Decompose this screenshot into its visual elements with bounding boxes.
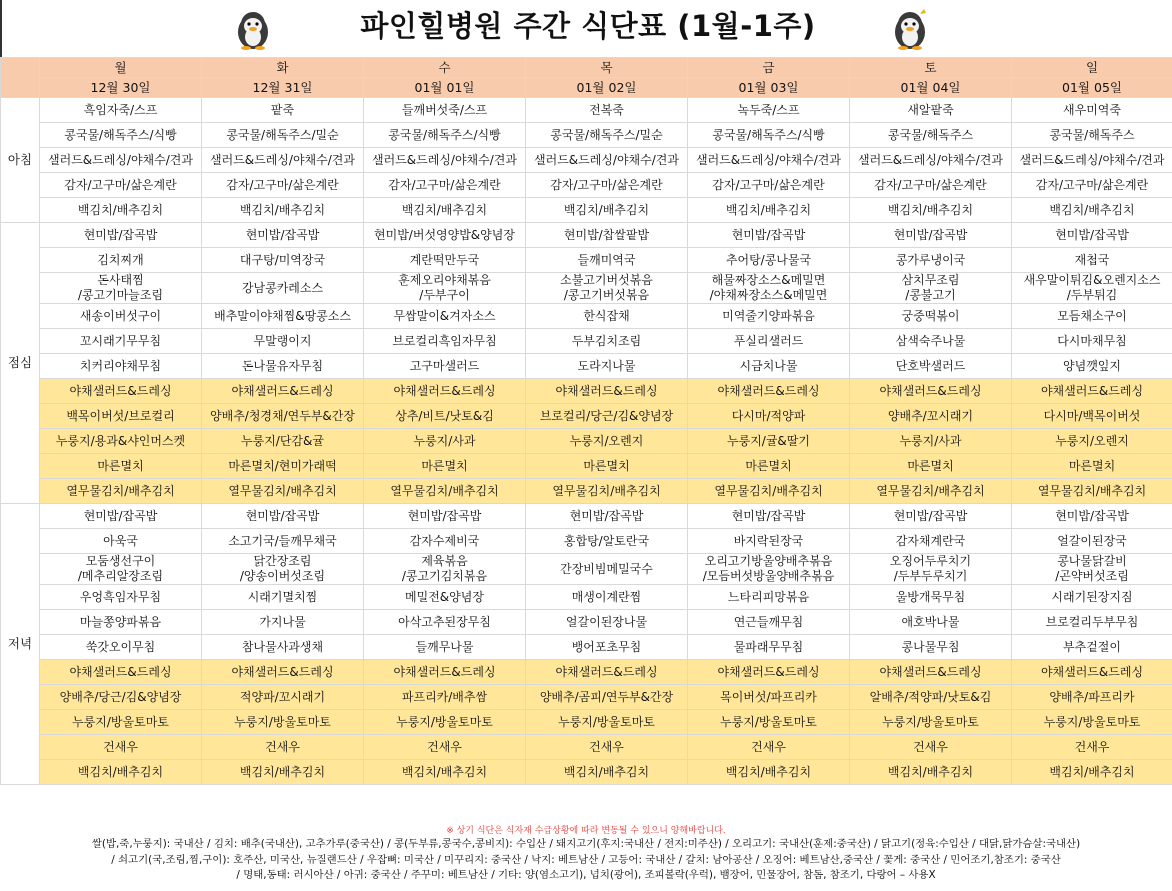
lunch-menu-item: 김치찌개	[40, 248, 202, 273]
lunch-menu-item: 야채샐러드&드레싱	[202, 379, 364, 404]
dinner-menu-item: 쑥갓오이무침	[40, 635, 202, 660]
lunch-menu-item: 재첩국	[1012, 248, 1172, 273]
dinner-menu-item: 건새우	[850, 735, 1012, 760]
lunch-menu-item: 돈나물유자무침	[202, 354, 364, 379]
lunch-menu-item: 현미밥/잡곡밥	[202, 223, 364, 248]
lunch-menu-item	[850, 273, 1012, 304]
lunch-menu-item: 열무물김치/배추김치	[688, 479, 850, 504]
lunch-menu-item: 다시마/적양파	[688, 404, 850, 429]
dinner-menu-item: 현미밥/잡곡밥	[40, 504, 202, 529]
lunch-menu-item: 열무물김치/배추김치	[1012, 479, 1172, 504]
lunch-menu-item: 야채샐러드&드레싱	[1012, 379, 1172, 404]
lunch-menu-item: 모듬채소구이	[1012, 304, 1172, 329]
lunch-menu-item: 새송이버섯구이	[40, 304, 202, 329]
lunch-menu-item: 열무물김치/배추김치	[526, 479, 688, 504]
dinner-menu-item: 현미밥/잡곡밥	[526, 504, 688, 529]
dinner-menu-item: 백김치/배추김치	[1012, 760, 1172, 785]
dinner-menu-item	[688, 554, 850, 585]
lunch-menu-item: 단호박샐러드	[850, 354, 1012, 379]
lunch-menu-item: 시금치나물	[688, 354, 850, 379]
lunch-menu-item: 현미밥/버섯영양밥&양념장	[364, 223, 526, 248]
breakfast-menu-item: 콩국물/해독주스/식빵	[40, 123, 202, 148]
lunch-menu-item: 야채샐러드&드레싱	[40, 379, 202, 404]
lunch-menu-item: 마른멸치	[688, 454, 850, 479]
dinner-menu-item: 누룽지/방울토마토	[1012, 710, 1172, 735]
dinner-menu-item: 메밀전&양념장	[364, 585, 526, 610]
breakfast-menu-item: 감자/고구마/삶은계란	[526, 173, 688, 198]
day-header: 월	[40, 58, 202, 78]
lunch-menu-item	[40, 273, 202, 304]
date-header: 12월 30일	[40, 78, 202, 98]
menu-item-line: 콩나물닭갈비	[1057, 554, 1127, 568]
menu-item-line: /두부구이	[419, 288, 470, 302]
dinner-menu-item: 누룽지/방울토마토	[688, 710, 850, 735]
lunch-menu-item: 푸실리샐러드	[688, 329, 850, 354]
breakfast-menu-item: 흑임자죽/스프	[40, 98, 202, 123]
lunch-menu-item: 상추/비트/낫토&김	[364, 404, 526, 429]
dinner-menu-item: 누룽지/방울토마토	[202, 710, 364, 735]
breakfast-menu-item: 샐러드&드레싱/야채수/견과	[850, 148, 1012, 173]
lunch-menu-item: 무쌈말이&겨자소스	[364, 304, 526, 329]
menu-item-line: /야채짜장소스&메밀면	[709, 288, 828, 302]
lunch-menu-item: 양배추/꼬시래기	[850, 404, 1012, 429]
menu-item-line: /콩불고기	[905, 288, 956, 302]
breakfast-menu-item: 콩국물/해독주스/밀순	[202, 123, 364, 148]
menu-item-line: 제육볶음	[421, 554, 468, 568]
dinner-menu-item: 건새우	[364, 735, 526, 760]
day-header: 토	[850, 58, 1012, 78]
breakfast-menu-item: 새알팥죽	[850, 98, 1012, 123]
breakfast-menu-item: 감자/고구마/삶은계란	[1012, 173, 1172, 198]
menu-item-line: 강남콩카레소스	[241, 280, 324, 295]
lunch-menu-item: 두부김치조림	[526, 329, 688, 354]
lunch-menu-item: 열무물김치/배추김치	[40, 479, 202, 504]
dinner-menu-item: 파프리카/배추쌈	[364, 685, 526, 710]
breakfast-menu-item: 백김치/배추김치	[40, 198, 202, 223]
dinner-menu-item: 소고기국/들깨무채국	[202, 529, 364, 554]
dinner-menu-item: 누룽지/방울토마토	[40, 710, 202, 735]
lunch-menu-item: 브로컬리/당근/김&양념장	[526, 404, 688, 429]
breakfast-menu-item: 백김치/배추김치	[688, 198, 850, 223]
lunch-menu-item: 마른멸치	[526, 454, 688, 479]
breakfast-menu-item: 감자/고구마/삶은계란	[202, 173, 364, 198]
day-header: 금	[688, 58, 850, 78]
menu-item-line: /콩고기버섯볶음	[563, 288, 650, 302]
lunch-menu-item: 열무물김치/배추김치	[850, 479, 1012, 504]
breakfast-menu-item: 백김치/배추김치	[526, 198, 688, 223]
breakfast-menu-item: 콩국물/해독주스/식빵	[688, 123, 850, 148]
breakfast-menu-item: 백김치/배추김치	[850, 198, 1012, 223]
lunch-menu-item: 야채샐러드&드레싱	[526, 379, 688, 404]
dinner-menu-item: 야채샐러드&드레싱	[688, 660, 850, 685]
lunch-menu-item: 누룽지/사과	[850, 429, 1012, 454]
dinner-menu-item: 누룽지/방울토마토	[850, 710, 1012, 735]
lunch-menu-item: 고구마샐러드	[364, 354, 526, 379]
notice-text: ※ 상기 식단은 식자재 수급상황에 따라 변동될 수 있으니 양해바랍니다.	[446, 826, 726, 836]
lunch-menu-item: 궁중떡볶이	[850, 304, 1012, 329]
header-corner	[1, 58, 40, 98]
menu-item-line: 새우말이튀김&오렌지소스	[1023, 273, 1161, 287]
dinner-menu-item: 홍합탕/알토란국	[526, 529, 688, 554]
dinner-menu-item: 들깨무나물	[364, 635, 526, 660]
menu-item-line: /곤약버섯조림	[1055, 569, 1129, 583]
lunch-menu-item: 배추말이야채찜&땅콩소스	[202, 304, 364, 329]
lunch-menu-item: 추어탕/콩나물국	[688, 248, 850, 273]
dinner-menu-item: 건새우	[40, 735, 202, 760]
lunch-menu-item: 백목이버섯/브로컬리	[40, 404, 202, 429]
lunch-menu-item: 양념깻잎지	[1012, 354, 1172, 379]
breakfast-menu-item: 샐러드&드레싱/야채수/견과	[1012, 148, 1172, 173]
dinner-menu-item: 야채샐러드&드레싱	[202, 660, 364, 685]
day-header: 목	[526, 58, 688, 78]
menu-item-line: 소불고기버섯볶음	[560, 273, 653, 287]
menu-item-line: /콩고기김치볶음	[401, 569, 488, 583]
dinner-menu-item: 현미밥/잡곡밥	[202, 504, 364, 529]
menu-item-line: 간장비빔메밀국수	[560, 561, 653, 576]
breakfast-menu-item: 샐러드&드레싱/야채수/견과	[202, 148, 364, 173]
page-title: 파인힐병원 주간 식단표 (1월-1주)	[360, 9, 816, 43]
dinner-menu-item: 아삭고추된장무침	[364, 610, 526, 635]
lunch-menu-item: 다시마/백목이버섯	[1012, 404, 1172, 429]
day-header: 일	[1012, 58, 1172, 78]
dinner-menu-item	[850, 554, 1012, 585]
dinner-menu-item: 가지나물	[202, 610, 364, 635]
lunch-menu-item: 마른멸치	[1012, 454, 1172, 479]
lunch-menu-item: 누룽지/단감&귤	[202, 429, 364, 454]
origin-line-3: / 명태,동태: 러시아산 / 아귀: 중국산 / 주꾸미: 베트남산 / 기타: 양(염소고기), 넙치(광어), 조피볼락(우럭), 뱀장어, 민물장어, 참돔, 참조기, 다랑어 – 사용X	[236, 869, 936, 881]
dinner-menu-item: 백김치/배추김치	[526, 760, 688, 785]
lunch-menu-item: 야채샐러드&드레싱	[364, 379, 526, 404]
lunch-menu-item: 삼색숙주나물	[850, 329, 1012, 354]
dinner-menu-item: 물파래무무침	[688, 635, 850, 660]
breakfast-menu-item: 샐러드&드레싱/야채수/견과	[364, 148, 526, 173]
lunch-menu-item: 들깨미역국	[526, 248, 688, 273]
dinner-menu-item: 백김치/배추김치	[40, 760, 202, 785]
breakfast-menu-item: 콩국물/해독주스/식빵	[364, 123, 526, 148]
lunch-menu-item: 현미밥/잡곡밥	[1012, 223, 1172, 248]
weekly-menu-table	[0, 57, 1172, 785]
lunch-menu-item	[688, 273, 850, 304]
lunch-menu-item: 한식잡채	[526, 304, 688, 329]
menu-item-line: 오징어두루치기	[889, 554, 972, 568]
lunch-menu-item: 누룽지/오렌지	[526, 429, 688, 454]
dinner-menu-item	[364, 554, 526, 585]
dinner-menu-item: 누룽지/방울토마토	[364, 710, 526, 735]
menu-item-line: 닭간장조림	[253, 554, 312, 568]
lunch-menu-item: 현미밥/잡곡밥	[688, 223, 850, 248]
dinner-menu-item: 목이버섯/파프리카	[688, 685, 850, 710]
day-header: 화	[202, 58, 364, 78]
lunch-menu-item: 양배추/청경채/연두부&간장	[202, 404, 364, 429]
lunch-menu-item: 도라지나물	[526, 354, 688, 379]
dinner-menu-item: 건새우	[526, 735, 688, 760]
dinner-menu-item: 현미밥/잡곡밥	[1012, 504, 1172, 529]
dinner-menu-item: 야채샐러드&드레싱	[850, 660, 1012, 685]
dinner-menu-item: 누룽지/방울토마토	[526, 710, 688, 735]
dinner-menu-item: 얼갈이된장나물	[526, 610, 688, 635]
breakfast-menu-item: 감자/고구마/삶은계란	[40, 173, 202, 198]
menu-item-line: 삼치무조림	[901, 273, 960, 287]
lunch-label: 점심	[1, 223, 40, 504]
dinner-menu-item	[1012, 554, 1172, 585]
dinner-menu-item: 얼갈이된장국	[1012, 529, 1172, 554]
breakfast-menu-item: 콩국물/해독주스	[1012, 123, 1172, 148]
lunch-menu-item: 치커리야채무침	[40, 354, 202, 379]
dinner-menu-item: 감자수제비국	[364, 529, 526, 554]
dinner-menu-item: 백김치/배추김치	[850, 760, 1012, 785]
menu-item-line: 모둠생선구이	[85, 554, 156, 568]
lunch-menu-item: 누룽지/귤&딸기	[688, 429, 850, 454]
lunch-menu-item: 누룽지/오렌지	[1012, 429, 1172, 454]
dinner-menu-item: 야채샐러드&드레싱	[364, 660, 526, 685]
lunch-menu-item: 꼬시래기무무침	[40, 329, 202, 354]
dinner-menu-item: 건새우	[1012, 735, 1172, 760]
lunch-menu-item	[364, 273, 526, 304]
lunch-menu-item: 브로컬리흑임자무침	[364, 329, 526, 354]
breakfast-menu-item: 녹두죽/스프	[688, 98, 850, 123]
lunch-menu-item: 마른멸치/현미가래떡	[202, 454, 364, 479]
dinner-menu-item: 야채샐러드&드레싱	[526, 660, 688, 685]
lunch-menu-item: 콩가루냉이국	[850, 248, 1012, 273]
dinner-menu-item: 마늘쫑양파볶음	[40, 610, 202, 635]
lunch-menu-item: 계란떡만두국	[364, 248, 526, 273]
title-bar	[0, 0, 1172, 57]
dinner-menu-item: 느타리피망볶음	[688, 585, 850, 610]
menu-item-line: /양송이버섯조림	[239, 569, 326, 583]
lunch-menu-item: 누룽지/사과	[364, 429, 526, 454]
dinner-menu-item: 건새우	[202, 735, 364, 760]
lunch-menu-item: 현미밥/잡곡밥	[40, 223, 202, 248]
origin-line-2: / 쇠고기(국,조림,찜,구이): 호주산, 미국산, 뉴질랜드산 / 우잡뼈: 미국산 / 미꾸리지: 중국산 / 낙지: 베트남산 / 고등어: 국내산 / 갈치: 남아공산 / 오징어: 베트남산,중국산 / 꽃게: 중국산 / 민어조기,참조기: 중국산	[111, 853, 1061, 866]
day-header: 수	[364, 58, 526, 78]
dinner-menu-item: 현미밥/잡곡밥	[850, 504, 1012, 529]
dinner-menu-item: 바지락된장국	[688, 529, 850, 554]
dinner-menu-item: 아욱국	[40, 529, 202, 554]
date-header: 01월 02일	[526, 78, 688, 98]
dinner-menu-item: 울방개묵무침	[850, 585, 1012, 610]
dinner-menu-item: 시래기멸치찜	[202, 585, 364, 610]
lunch-menu-item: 마른멸치	[364, 454, 526, 479]
menu-item-line: /모듬버섯방울양배추볶음	[702, 569, 835, 583]
date-header: 01월 05일	[1012, 78, 1172, 98]
dinner-menu-item: 양배추/당근/김&양념장	[40, 685, 202, 710]
lunch-menu-item	[202, 273, 364, 304]
dinner-menu-item: 연근들깨무침	[688, 610, 850, 635]
dinner-menu-item: 시래기된장지짐	[1012, 585, 1172, 610]
breakfast-menu-item: 감자/고구마/삶은계란	[688, 173, 850, 198]
dinner-menu-item: 매생이계란찜	[526, 585, 688, 610]
breakfast-menu-item: 백김치/배추김치	[202, 198, 364, 223]
lunch-menu-item: 무말랭이지	[202, 329, 364, 354]
lunch-menu-item: 대구탕/미역장국	[202, 248, 364, 273]
penguin-mascot-icon	[887, 4, 933, 50]
lunch-menu-item: 야채샐러드&드레싱	[688, 379, 850, 404]
menu-item-line: /콩고기마늘조림	[77, 288, 164, 302]
menu-item-line: 해물짜장소스&메밀면	[711, 273, 826, 287]
breakfast-menu-item: 백김치/배추김치	[1012, 198, 1172, 223]
lunch-menu-item: 현미밥/찹쌀팥밥	[526, 223, 688, 248]
dinner-menu-item	[202, 554, 364, 585]
breakfast-menu-item: 감자/고구마/삶은계란	[850, 173, 1012, 198]
date-header: 01월 03일	[688, 78, 850, 98]
dinner-menu-item: 현미밥/잡곡밥	[364, 504, 526, 529]
breakfast-menu-item: 새우미역죽	[1012, 98, 1172, 123]
dinner-menu-item: 애호박나물	[850, 610, 1012, 635]
lunch-menu-item: 야채샐러드&드레싱	[850, 379, 1012, 404]
dinner-menu-item: 야채샐러드&드레싱	[1012, 660, 1172, 685]
menu-item-line: 돈사태찜	[97, 273, 144, 287]
dinner-label: 저녁	[1, 504, 40, 785]
breakfast-menu-item: 백김치/배추김치	[364, 198, 526, 223]
dinner-menu-item: 브로컬리두부무침	[1012, 610, 1172, 635]
dinner-menu-item: 양배추/파프리카	[1012, 685, 1172, 710]
dinner-menu-item: 적양파/꼬시래기	[202, 685, 364, 710]
dinner-menu-item: 콩나물무침	[850, 635, 1012, 660]
dinner-menu-item: 알배추/적양파/낫토&김	[850, 685, 1012, 710]
dinner-menu-item	[526, 554, 688, 585]
dinner-menu-item: 뱅어포초무침	[526, 635, 688, 660]
date-header: 12월 31일	[202, 78, 364, 98]
lunch-menu-item: 마른멸치	[850, 454, 1012, 479]
dinner-menu-item	[40, 554, 202, 585]
breakfast-menu-item: 감자/고구마/삶은계란	[364, 173, 526, 198]
dinner-menu-item: 백김치/배추김치	[364, 760, 526, 785]
date-header: 01월 01일	[364, 78, 526, 98]
menu-item-line: /두부두루치기	[893, 569, 968, 583]
breakfast-label: 아침	[1, 98, 40, 223]
breakfast-menu-item: 샐러드&드레싱/야채수/견과	[688, 148, 850, 173]
breakfast-menu-item: 팥죽	[202, 98, 364, 123]
footer	[0, 826, 1172, 884]
origin-line-1: 쌀(밥,죽,누룽지): 국내산 / 김치: 배추(국내산), 고추가루(중국산) / 콩(두부류,콩국수,콩비지): 수입산 / 돼지고기(후지:국내산 / 전지:미주산) / 오리고기: 국내산(훈제:중국산) / 닭고기(정육:수입산 / 대닭,닭가슴살:국내산)	[91, 838, 1081, 850]
menu-item-line: /메추리알장조림	[77, 569, 164, 583]
dinner-menu-item: 부추겉절이	[1012, 635, 1172, 660]
breakfast-menu-item: 샐러드&드레싱/야채수/견과	[526, 148, 688, 173]
date-header: 01월 04일	[850, 78, 1012, 98]
breakfast-menu-item: 들깨버섯죽/스프	[364, 98, 526, 123]
lunch-menu-item: 현미밥/잡곡밥	[850, 223, 1012, 248]
lunch-menu-item: 미역줄기양파볶음	[688, 304, 850, 329]
lunch-menu-item: 누룽지/용과&샤인머스켓	[40, 429, 202, 454]
menu-item-line: 오리고기방울양배추볶음	[704, 554, 833, 568]
breakfast-menu-item: 샐러드&드레싱/야채수/견과	[40, 148, 202, 173]
dinner-menu-item: 건새우	[688, 735, 850, 760]
dinner-menu-item: 백김치/배추김치	[688, 760, 850, 785]
dinner-menu-item: 감자채계란국	[850, 529, 1012, 554]
lunch-menu-item: 열무물김치/배추김치	[364, 479, 526, 504]
dinner-menu-item: 현미밥/잡곡밥	[688, 504, 850, 529]
breakfast-menu-item: 전복죽	[526, 98, 688, 123]
lunch-menu-item: 다시마채무침	[1012, 329, 1172, 354]
lunch-menu-item: 열무물김치/배추김치	[202, 479, 364, 504]
lunch-menu-item	[526, 273, 688, 304]
dinner-menu-item: 참나물사과생채	[202, 635, 364, 660]
menu-item-line: 훈제오리야채볶음	[398, 273, 491, 287]
dinner-menu-item: 양배추/곰피/연두부&간장	[526, 685, 688, 710]
dinner-menu-item: 야채샐러드&드레싱	[40, 660, 202, 685]
menu-item-line: /두부튀김	[1066, 288, 1118, 302]
breakfast-menu-item: 콩국물/해독주스/밀순	[526, 123, 688, 148]
dinner-menu-item: 백김치/배추김치	[202, 760, 364, 785]
breakfast-menu-item: 콩국물/해독주스	[850, 123, 1012, 148]
lunch-menu-item: 마른멸치	[40, 454, 202, 479]
dinner-menu-item: 우엉흑임자무침	[40, 585, 202, 610]
lunch-menu-item	[1012, 273, 1172, 304]
